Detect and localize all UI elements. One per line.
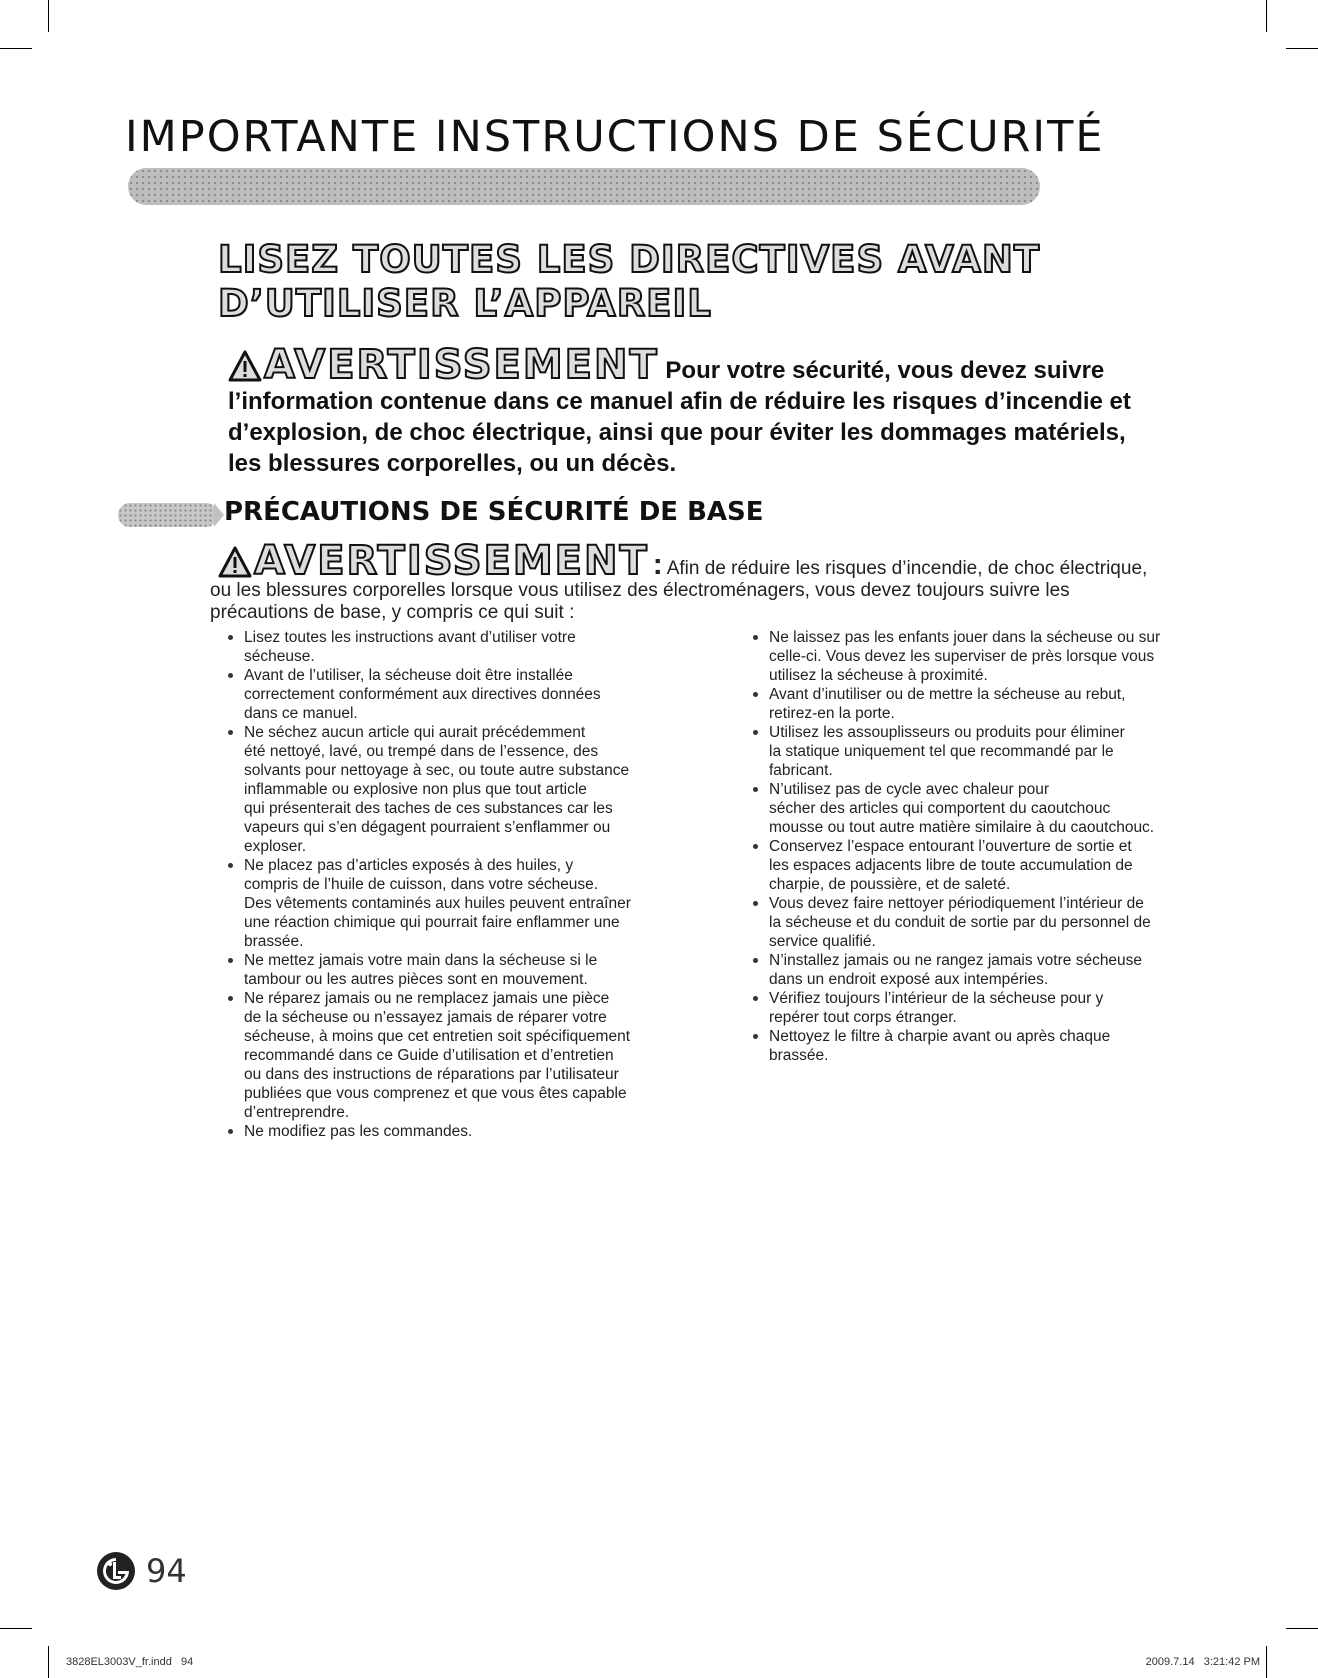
page-title: IMPORTANTE INSTRUCTIONS DE SÉCURITÉ: [125, 112, 1105, 162]
list-item-line: Vérifiez toujours l’intérieur de la sécheuse pour y: [769, 990, 1104, 1007]
bullet-icon: [753, 730, 758, 735]
list-item-line: N’utilisez pas de cycle avec chaleur pour: [769, 781, 1049, 798]
list-item: [228, 723, 668, 856]
list-item-line: dans un endroit exposé aux intempéries.: [769, 971, 1049, 988]
footer-file-name: 3828EL3003V_fr.indd 94: [66, 1656, 194, 1668]
warning-text-line: l’information contenue dans ce manuel afin de réduire les risques d’incendie et: [228, 388, 1131, 415]
list-item: [228, 951, 668, 989]
crop-mark: [1266, 0, 1267, 32]
bullet-icon: [228, 635, 233, 640]
list-item-line: correctement conformément aux directives données: [244, 686, 601, 703]
list-item-line: celle-ci. Vous devez les superviser de près lorsque vous: [769, 648, 1155, 665]
list-item: [753, 628, 1203, 685]
list-item: [753, 894, 1203, 951]
list-item-line: solvants pour nettoyage à sec, ou toute autre substance: [244, 762, 630, 779]
warning-first-line: [228, 342, 1148, 388]
list-item-line: exploser.: [244, 838, 307, 855]
list-item: [228, 628, 668, 666]
bullet-icon: [753, 958, 758, 963]
list-item: [753, 837, 1203, 894]
section-marker-arrow: [214, 503, 224, 527]
warning-block-1: [228, 342, 1148, 479]
section-marker: [118, 503, 218, 527]
list-item-line: N’installez jamais ou ne rangez jamais votre sécheuse: [769, 952, 1143, 969]
warning-colon: :: [652, 548, 663, 581]
list-item-line: publiées que vous comprenez et que vous êtes capable: [244, 1085, 627, 1102]
bullet-icon: [228, 730, 233, 735]
list-item-line: la statique uniquement tel que recommandé par le: [769, 743, 1114, 760]
title-decorative-band: [128, 168, 1040, 205]
section-title: PRÉCAUTIONS DE SÉCURITÉ DE BASE: [224, 497, 764, 527]
crop-mark: [1286, 1628, 1318, 1629]
list-item: [753, 685, 1203, 723]
bullet-icon: [753, 844, 758, 849]
list-item-line: de la sécheuse ou n’essayez jamais de réparer votre: [244, 1009, 607, 1026]
warning-first-line: [218, 538, 1178, 584]
list-item-line: service qualifié.: [769, 933, 876, 950]
bullet-icon: [228, 996, 233, 1001]
list-item-line: sécheuse.: [244, 648, 315, 665]
list-item: [228, 989, 668, 1122]
list-item-line: Ne mettez jamais votre main dans la sécheuse si le: [244, 952, 598, 969]
warning-text-line: ou les blessures corporelles lorsque vous utilisez des électroménagers, vous devez toujours suivre les: [210, 580, 1070, 601]
warning-text: Afin de réduire les risques d’incendie, de choc électrique,: [666, 558, 1148, 579]
list-item-line: Ne modifiez pas les commandes.: [244, 1123, 473, 1140]
precautions-list-right: [753, 628, 1203, 1065]
list-item-line: sécheuse, à moins que cet entretien soit spécifiquement: [244, 1028, 631, 1045]
warning-triangle-icon: [228, 350, 262, 382]
list-item-line: qui présenterait des taches de ces substances car les: [244, 800, 613, 817]
list-item-line: brassée.: [244, 933, 304, 950]
crop-mark: [0, 48, 32, 49]
list-item: [753, 989, 1203, 1027]
crop-mark: [1266, 1646, 1267, 1678]
list-item-line: Nettoyez le filtre à charpie avant ou après chaque: [769, 1028, 1111, 1045]
list-item: [753, 723, 1203, 780]
precautions-list-left: [228, 628, 668, 1141]
footer-timestamp: 2009.7.14 3:21:42 PM: [1145, 1656, 1260, 1668]
list-item-line: fabricant.: [769, 762, 833, 779]
list-item: [753, 780, 1203, 837]
heading-line: D’UTILISER L’APPAREIL: [218, 282, 712, 325]
list-item-line: Ne laissez pas les enfants jouer dans la sécheuse ou sur: [769, 629, 1161, 646]
list-item-line: Ne placez pas d’articles exposés à des huiles, y: [244, 857, 574, 874]
list-item-line: mousse ou tout autre matière similaire à du caoutchouc.: [769, 819, 1155, 836]
lg-logo-icon: [96, 1551, 136, 1591]
read-directives-heading: [218, 238, 1118, 326]
list-item-line: tambour ou les autres pièces sont en mouvement.: [244, 971, 588, 988]
bullet-icon: [228, 863, 233, 868]
bullet-icon: [753, 996, 758, 1001]
list-item: [228, 1122, 668, 1141]
heading-line: LISEZ TOUTES LES DIRECTIVES AVANT: [218, 238, 1041, 281]
list-item-line: Ne réparez jamais ou ne remplacez jamais une pièce: [244, 990, 610, 1007]
bullet-icon: [753, 787, 758, 792]
list-item: [228, 666, 668, 723]
list-item-line: été nettoyé, lavé, ou trempé dans de l’essence, des: [244, 743, 599, 760]
list-item-line: compris de l’huile de cuisson, dans votre sécheuse.: [244, 876, 599, 893]
list-item-line: recommandé dans ce Guide d’utilisation et d’entretien: [244, 1047, 614, 1064]
list-item-line: inflammable ou explosive non plus que tout article: [244, 781, 587, 798]
list-item-line: repérer tout corps étranger.: [769, 1009, 957, 1026]
list-item-line: Conservez l’espace entourant l’ouverture de sortie et: [769, 838, 1132, 855]
crop-mark: [48, 0, 49, 32]
list-item: [753, 951, 1203, 989]
bullet-icon: [753, 1034, 758, 1039]
warning-text-line: les blessures corporelles, ou un décès.: [228, 450, 677, 477]
list-item-line: vapeurs qui s’en dégagent pourraient s’enflammer ou: [244, 819, 611, 836]
list-item-line: charpie, de poussière, et de saleté.: [769, 876, 1011, 893]
list-item-line: les espaces adjacents libre de toute accumulation de: [769, 857, 1133, 874]
bullet-icon: [753, 692, 758, 697]
list-item-line: sécher des articles qui comportent du caoutchouc: [769, 800, 1111, 817]
list-item: [753, 1027, 1203, 1065]
warning-label: AVERTISSEMENT: [254, 538, 649, 584]
warning-text: Pour votre sécurité, vous devez suivre: [665, 357, 1105, 384]
warning-block-2: [210, 538, 1178, 624]
list-item-line: Ne séchez aucun article qui aurait précédemment: [244, 724, 586, 741]
page-number: 94: [146, 1552, 187, 1590]
list-item-line: Avant d’inutiliser ou de mettre la sécheuse au rebut,: [769, 686, 1126, 703]
list-item-line: Avant de l’utiliser, la sécheuse doit être installée: [244, 667, 573, 684]
crop-mark: [1286, 48, 1318, 49]
list-item-line: la sécheuse et du conduit de sortie par du personnel de: [769, 914, 1151, 931]
list-item-line: utilisez la sécheuse à proximité.: [769, 667, 988, 684]
bullet-icon: [228, 958, 233, 963]
list-item-line: Vous devez faire nettoyer périodiquement l’intérieur de: [769, 895, 1144, 912]
crop-mark: [48, 1646, 49, 1678]
bullet-icon: [753, 901, 758, 906]
warning-text-line: d’explosion, de choc électrique, ainsi que pour éviter les dommages matériels,: [228, 419, 1126, 446]
list-item-line: dans ce manuel.: [244, 705, 358, 722]
list-item-line: une réaction chimique qui pourrait faire enflammer une: [244, 914, 620, 931]
warning-label: AVERTISSEMENT: [264, 342, 659, 388]
bullet-icon: [228, 673, 233, 678]
warning-triangle-icon: [218, 546, 252, 578]
crop-mark: [0, 1628, 32, 1629]
list-item-line: ou dans des instructions de réparations par l’utilisateur: [244, 1066, 619, 1083]
bullet-icon: [228, 1129, 233, 1134]
list-item-line: Utilisez les assouplisseurs ou produits pour éliminer: [769, 724, 1125, 741]
list-item-line: brassée.: [769, 1047, 829, 1064]
warning-text-line: précautions de base, y compris ce qui suit :: [210, 602, 575, 623]
list-item-line: Lisez toutes les instructions avant d’utiliser votre: [244, 629, 576, 646]
list-item-line: retirez-en la porte.: [769, 705, 895, 722]
list-item-line: Des vêtements contaminés aux huiles peuvent entraîner: [244, 895, 631, 912]
bullet-icon: [753, 635, 758, 640]
list-item-line: d’entreprendre.: [244, 1104, 350, 1121]
list-item: [228, 856, 668, 951]
